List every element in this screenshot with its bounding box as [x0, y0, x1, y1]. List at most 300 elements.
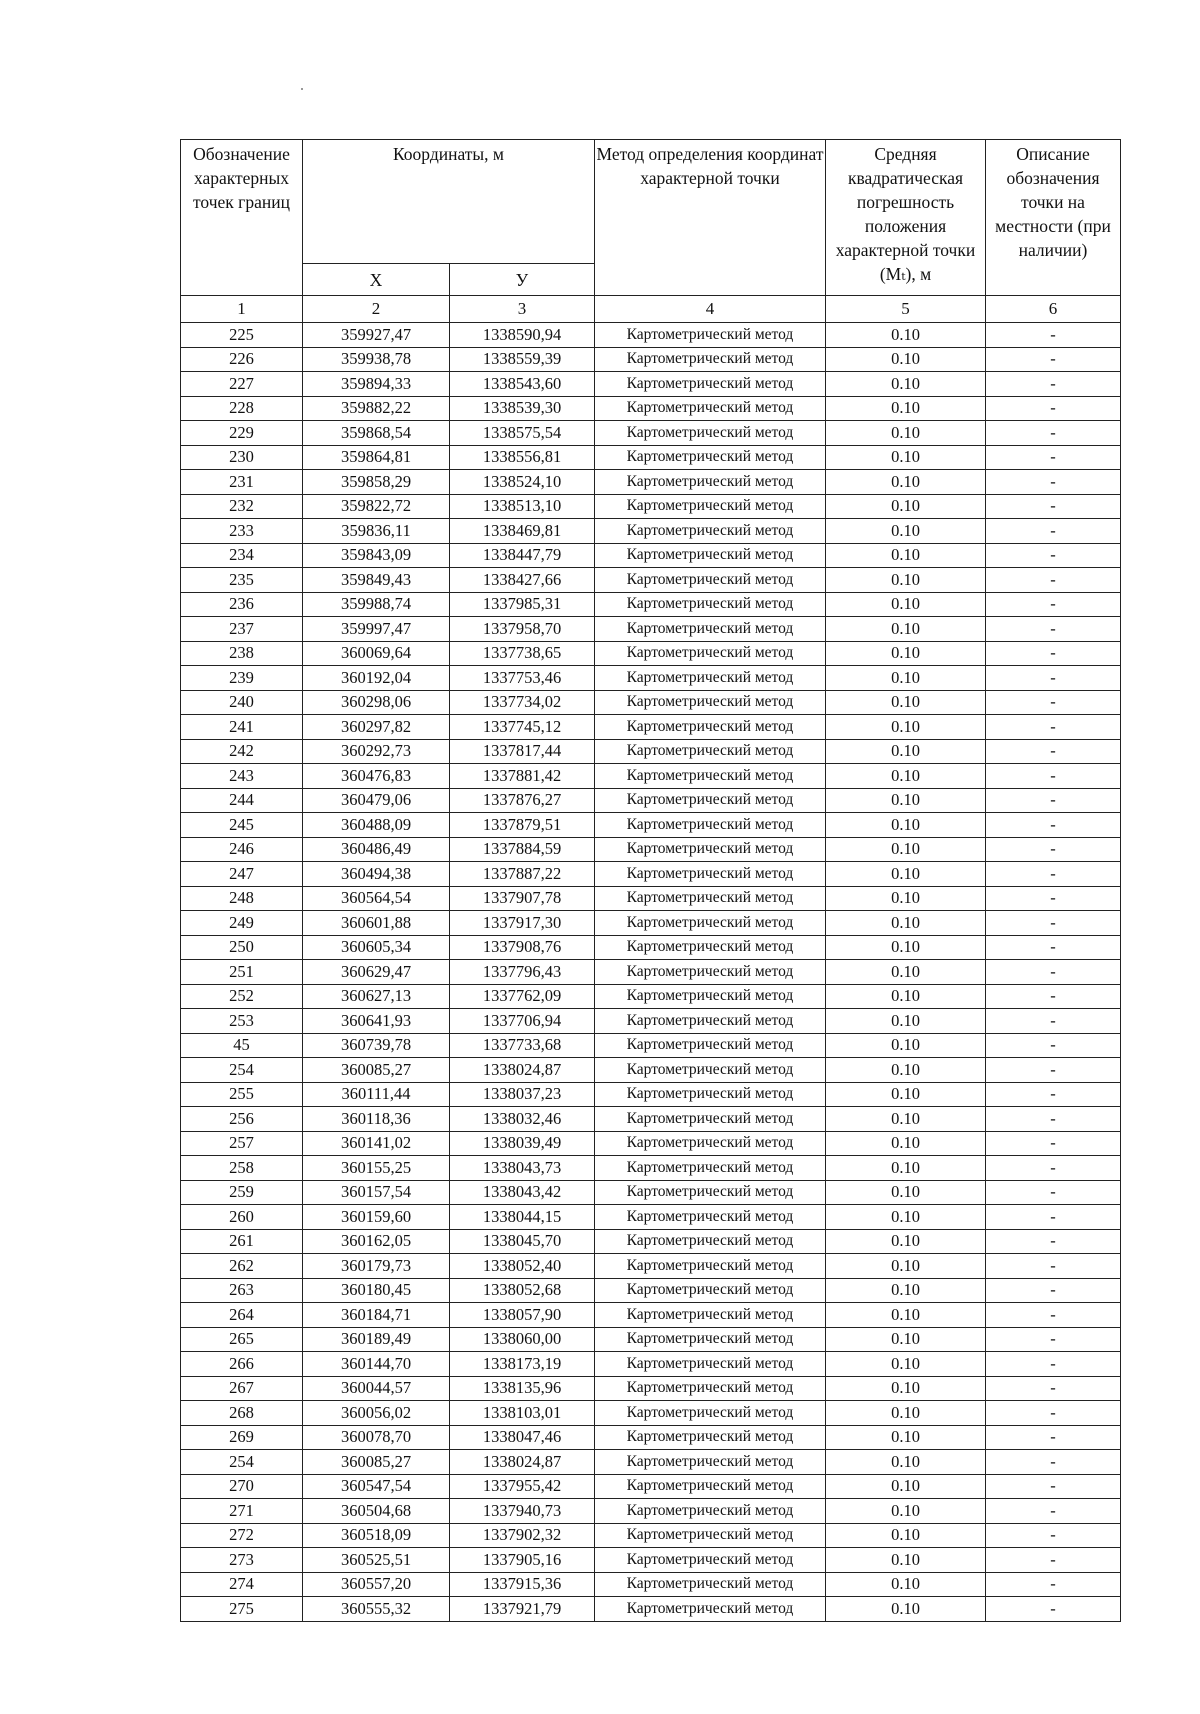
error-cell: 0.10 [826, 372, 986, 397]
table-row [181, 911, 1121, 936]
description-cell: - [986, 935, 1121, 960]
column-numbers [181, 296, 1121, 323]
description-cell: - [986, 960, 1121, 985]
x-coordinate-cell: 360078,70 [303, 1425, 450, 1450]
y-coordinate-cell: 1338037,23 [450, 1082, 595, 1107]
y-coordinate-cell: 1337881,42 [450, 764, 595, 789]
y-coordinate-cell: 1338539,30 [450, 396, 595, 421]
method-cell: Картометрический метод [595, 764, 826, 789]
error-cell: 0.10 [826, 396, 986, 421]
error-cell: 0.10 [826, 1082, 986, 1107]
y-coordinate-cell: 1337733,68 [450, 1033, 595, 1058]
header-description: Описание обозначения точки на местности (при наличии) [986, 140, 1121, 296]
coordinates-table [180, 139, 1121, 1622]
x-coordinate-cell: 359988,74 [303, 592, 450, 617]
method-cell: Картометрический метод [595, 1376, 826, 1401]
point-cell: 249 [181, 911, 303, 936]
table-row [181, 764, 1121, 789]
method-cell: Картометрический метод [595, 470, 826, 495]
point-cell: 227 [181, 372, 303, 397]
table-row [181, 323, 1121, 348]
point-cell: 266 [181, 1352, 303, 1377]
description-cell: - [986, 1548, 1121, 1573]
x-coordinate-cell: 360557,20 [303, 1572, 450, 1597]
x-coordinate-cell: 360518,09 [303, 1523, 450, 1548]
point-cell: 265 [181, 1327, 303, 1352]
method-cell: Картометрический метод [595, 935, 826, 960]
y-coordinate-cell: 1337921,79 [450, 1597, 595, 1622]
point-cell: 244 [181, 788, 303, 813]
header-y: У [450, 264, 595, 296]
y-coordinate-cell: 1337706,94 [450, 1009, 595, 1034]
description-cell: - [986, 1180, 1121, 1205]
method-cell: Картометрический метод [595, 1082, 826, 1107]
header-error: Средняя квадратическая погрешность положения характерной точки (Mₜ), м [826, 140, 986, 296]
error-cell: 0.10 [826, 1058, 986, 1083]
method-cell: Картометрический метод [595, 421, 826, 446]
y-coordinate-cell: 1338556,81 [450, 445, 595, 470]
x-coordinate-cell: 359882,22 [303, 396, 450, 421]
y-coordinate-cell: 1338045,70 [450, 1229, 595, 1254]
column-number: 1 [181, 296, 303, 323]
x-coordinate-cell: 360298,06 [303, 690, 450, 715]
description-cell: - [986, 1474, 1121, 1499]
error-cell: 0.10 [826, 862, 986, 887]
point-cell: 229 [181, 421, 303, 446]
method-cell: Картометрический метод [595, 690, 826, 715]
error-cell: 0.10 [826, 421, 986, 446]
error-cell: 0.10 [826, 617, 986, 642]
method-cell: Картометрический метод [595, 1229, 826, 1254]
method-cell: Картометрический метод [595, 396, 826, 421]
description-cell: - [986, 1107, 1121, 1132]
column-number: 6 [986, 296, 1121, 323]
point-cell: 231 [181, 470, 303, 495]
error-cell: 0.10 [826, 347, 986, 372]
error-cell: 0.10 [826, 1033, 986, 1058]
description-cell: - [986, 641, 1121, 666]
y-coordinate-cell: 1338024,87 [450, 1058, 595, 1083]
description-cell: - [986, 494, 1121, 519]
table-row [181, 421, 1121, 446]
description-cell: - [986, 592, 1121, 617]
point-cell: 255 [181, 1082, 303, 1107]
y-coordinate-cell: 1338524,10 [450, 470, 595, 495]
point-cell: 242 [181, 739, 303, 764]
point-cell: 236 [181, 592, 303, 617]
point-cell: 45 [181, 1033, 303, 1058]
error-cell: 0.10 [826, 543, 986, 568]
error-cell: 0.10 [826, 1597, 986, 1622]
description-cell: - [986, 1131, 1121, 1156]
point-cell: 243 [181, 764, 303, 789]
error-cell: 0.10 [826, 1303, 986, 1328]
error-cell: 0.10 [826, 1352, 986, 1377]
error-cell: 0.10 [826, 984, 986, 1009]
description-cell: - [986, 862, 1121, 887]
error-cell: 0.10 [826, 1499, 986, 1524]
y-coordinate-cell: 1338103,01 [450, 1401, 595, 1426]
point-cell: 239 [181, 666, 303, 691]
method-cell: Картометрический метод [595, 592, 826, 617]
error-cell: 0.10 [826, 323, 986, 348]
error-cell: 0.10 [826, 494, 986, 519]
method-cell: Картометрический метод [595, 617, 826, 642]
error-cell: 0.10 [826, 1401, 986, 1426]
error-cell: 0.10 [826, 1107, 986, 1132]
table-row [181, 1082, 1121, 1107]
point-cell: 241 [181, 715, 303, 740]
x-coordinate-cell: 360629,47 [303, 960, 450, 985]
table-row [181, 1107, 1121, 1132]
y-coordinate-cell: 1337876,27 [450, 788, 595, 813]
table-row [181, 592, 1121, 617]
x-coordinate-cell: 359997,47 [303, 617, 450, 642]
x-coordinate-cell: 360488,09 [303, 813, 450, 838]
point-cell: 254 [181, 1450, 303, 1475]
description-cell: - [986, 396, 1121, 421]
table-row [181, 935, 1121, 960]
x-coordinate-cell: 359894,33 [303, 372, 450, 397]
method-cell: Картометрический метод [595, 911, 826, 936]
y-coordinate-cell: 1337884,59 [450, 837, 595, 862]
y-coordinate-cell: 1338057,90 [450, 1303, 595, 1328]
y-coordinate-cell: 1337908,76 [450, 935, 595, 960]
description-cell: - [986, 470, 1121, 495]
y-coordinate-cell: 1337940,73 [450, 1499, 595, 1524]
description-cell: - [986, 1058, 1121, 1083]
point-cell: 258 [181, 1156, 303, 1181]
point-cell: 238 [181, 641, 303, 666]
description-cell: - [986, 617, 1121, 642]
table-row [181, 470, 1121, 495]
y-coordinate-cell: 1338052,68 [450, 1278, 595, 1303]
description-cell: - [986, 1254, 1121, 1279]
y-coordinate-cell: 1337745,12 [450, 715, 595, 740]
x-coordinate-cell: 360292,73 [303, 739, 450, 764]
column-number: 5 [826, 296, 986, 323]
x-coordinate-cell: 360739,78 [303, 1033, 450, 1058]
error-cell: 0.10 [826, 935, 986, 960]
y-coordinate-cell: 1338543,60 [450, 372, 595, 397]
header-method: Метод определения координат характерной точки [595, 140, 826, 296]
description-cell: - [986, 1278, 1121, 1303]
x-coordinate-cell: 360056,02 [303, 1401, 450, 1426]
x-coordinate-cell: 360641,93 [303, 1009, 450, 1034]
x-coordinate-cell: 360044,57 [303, 1376, 450, 1401]
method-cell: Картометрический метод [595, 1033, 826, 1058]
description-cell: - [986, 911, 1121, 936]
table-row [181, 837, 1121, 862]
description-cell: - [986, 1156, 1121, 1181]
method-cell: Картометрический метод [595, 960, 826, 985]
x-coordinate-cell: 360189,49 [303, 1327, 450, 1352]
table-row [181, 984, 1121, 1009]
x-coordinate-cell: 360157,54 [303, 1180, 450, 1205]
description-cell: - [986, 666, 1121, 691]
table-row [181, 1376, 1121, 1401]
point-cell: 254 [181, 1058, 303, 1083]
method-cell: Картометрический метод [595, 1278, 826, 1303]
table-row [181, 1009, 1121, 1034]
error-cell: 0.10 [826, 568, 986, 593]
x-coordinate-cell: 359858,29 [303, 470, 450, 495]
description-cell: - [986, 886, 1121, 911]
error-cell: 0.10 [826, 1327, 986, 1352]
table-row [181, 1205, 1121, 1230]
table-row [181, 1033, 1121, 1058]
table-row [181, 813, 1121, 838]
method-cell: Картометрический метод [595, 862, 826, 887]
column-number: 3 [450, 296, 595, 323]
error-cell: 0.10 [826, 715, 986, 740]
table-row [181, 788, 1121, 813]
method-cell: Картометрический метод [595, 788, 826, 813]
description-cell: - [986, 323, 1121, 348]
method-cell: Картометрический метод [595, 1523, 826, 1548]
point-cell: 264 [181, 1303, 303, 1328]
point-cell: 245 [181, 813, 303, 838]
x-coordinate-cell: 360547,54 [303, 1474, 450, 1499]
table-row [181, 519, 1121, 544]
y-coordinate-cell: 1338575,54 [450, 421, 595, 446]
x-coordinate-cell: 360118,36 [303, 1107, 450, 1132]
description-cell: - [986, 1425, 1121, 1450]
table-row [181, 372, 1121, 397]
error-cell: 0.10 [826, 1572, 986, 1597]
error-cell: 0.10 [826, 690, 986, 715]
header-x: Х [303, 264, 450, 296]
description-cell: - [986, 739, 1121, 764]
method-cell: Картометрический метод [595, 813, 826, 838]
x-coordinate-cell: 360180,45 [303, 1278, 450, 1303]
description-cell: - [986, 764, 1121, 789]
error-cell: 0.10 [826, 1523, 986, 1548]
table-row [181, 1401, 1121, 1426]
table-row [181, 960, 1121, 985]
y-coordinate-cell: 1337958,70 [450, 617, 595, 642]
method-cell: Картометрический метод [595, 1058, 826, 1083]
description-cell: - [986, 1376, 1121, 1401]
description-cell: - [986, 1009, 1121, 1034]
x-coordinate-cell: 359927,47 [303, 323, 450, 348]
x-coordinate-cell: 360141,02 [303, 1131, 450, 1156]
x-coordinate-cell: 360479,06 [303, 788, 450, 813]
error-cell: 0.10 [826, 788, 986, 813]
error-cell: 0.10 [826, 1156, 986, 1181]
error-cell: 0.10 [826, 837, 986, 862]
point-cell: 262 [181, 1254, 303, 1279]
method-cell: Картометрический метод [595, 1352, 826, 1377]
point-cell: 263 [181, 1278, 303, 1303]
description-cell: - [986, 813, 1121, 838]
error-cell: 0.10 [826, 1205, 986, 1230]
x-coordinate-cell: 360069,64 [303, 641, 450, 666]
table-body [181, 323, 1121, 1622]
error-cell: 0.10 [826, 1009, 986, 1034]
method-cell: Картометрический метод [595, 837, 826, 862]
column-number: 4 [595, 296, 826, 323]
y-coordinate-cell: 1338513,10 [450, 494, 595, 519]
point-cell: 259 [181, 1180, 303, 1205]
method-cell: Картометрический метод [595, 445, 826, 470]
y-coordinate-cell: 1337753,46 [450, 666, 595, 691]
x-coordinate-cell: 360564,54 [303, 886, 450, 911]
point-cell: 230 [181, 445, 303, 470]
table-row [181, 862, 1121, 887]
y-coordinate-cell: 1337738,65 [450, 641, 595, 666]
table-row [181, 739, 1121, 764]
description-cell: - [986, 1572, 1121, 1597]
table-header [181, 140, 1121, 296]
method-cell: Картометрический метод [595, 1499, 826, 1524]
description-cell: - [986, 519, 1121, 544]
x-coordinate-cell: 359868,54 [303, 421, 450, 446]
table-row [181, 1327, 1121, 1352]
table-row [181, 1523, 1121, 1548]
y-coordinate-cell: 1338032,46 [450, 1107, 595, 1132]
y-coordinate-cell: 1337915,36 [450, 1572, 595, 1597]
y-coordinate-cell: 1337762,09 [450, 984, 595, 1009]
table-row [181, 568, 1121, 593]
x-coordinate-cell: 360601,88 [303, 911, 450, 936]
error-cell: 0.10 [826, 519, 986, 544]
method-cell: Картометрический метод [595, 1572, 826, 1597]
error-cell: 0.10 [826, 1450, 986, 1475]
description-cell: - [986, 1082, 1121, 1107]
x-coordinate-cell: 360297,82 [303, 715, 450, 740]
description-cell: - [986, 788, 1121, 813]
y-coordinate-cell: 1338052,40 [450, 1254, 595, 1279]
method-cell: Картометрический метод [595, 372, 826, 397]
description-cell: - [986, 445, 1121, 470]
description-cell: - [986, 347, 1121, 372]
table-row [181, 666, 1121, 691]
method-cell: Картометрический метод [595, 1425, 826, 1450]
y-coordinate-cell: 1338590,94 [450, 323, 595, 348]
method-cell: Картометрический метод [595, 1597, 826, 1622]
error-cell: 0.10 [826, 960, 986, 985]
description-cell: - [986, 1499, 1121, 1524]
x-coordinate-cell: 360162,05 [303, 1229, 450, 1254]
point-cell: 247 [181, 862, 303, 887]
x-coordinate-cell: 360476,83 [303, 764, 450, 789]
x-coordinate-cell: 359849,43 [303, 568, 450, 593]
method-cell: Картометрический метод [595, 715, 826, 740]
x-coordinate-cell: 360486,49 [303, 837, 450, 862]
table-row [181, 396, 1121, 421]
x-coordinate-cell: 360111,44 [303, 1082, 450, 1107]
y-coordinate-cell: 1338024,87 [450, 1450, 595, 1475]
y-coordinate-cell: 1338044,15 [450, 1205, 595, 1230]
description-cell: - [986, 715, 1121, 740]
method-cell: Картометрический метод [595, 984, 826, 1009]
error-cell: 0.10 [826, 813, 986, 838]
x-coordinate-cell: 359843,09 [303, 543, 450, 568]
table-row [181, 1278, 1121, 1303]
y-coordinate-cell: 1337887,22 [450, 862, 595, 887]
table-row [181, 1425, 1121, 1450]
header-coordinates: Координаты, м [303, 140, 595, 264]
y-coordinate-cell: 1338039,49 [450, 1131, 595, 1156]
y-coordinate-cell: 1338135,96 [450, 1376, 595, 1401]
method-cell: Картометрический метод [595, 666, 826, 691]
method-cell: Картометрический метод [595, 1303, 826, 1328]
point-cell: 237 [181, 617, 303, 642]
y-coordinate-cell: 1338043,42 [450, 1180, 595, 1205]
column-number: 2 [303, 296, 450, 323]
point-cell: 252 [181, 984, 303, 1009]
point-cell: 260 [181, 1205, 303, 1230]
y-coordinate-cell: 1338047,46 [450, 1425, 595, 1450]
error-cell: 0.10 [826, 445, 986, 470]
error-cell: 0.10 [826, 470, 986, 495]
method-cell: Картометрический метод [595, 1107, 826, 1132]
point-cell: 232 [181, 494, 303, 519]
table-row [181, 1597, 1121, 1622]
method-cell: Картометрический метод [595, 1131, 826, 1156]
x-coordinate-cell: 360179,73 [303, 1254, 450, 1279]
error-cell: 0.10 [826, 1474, 986, 1499]
description-cell: - [986, 1205, 1121, 1230]
point-cell: 246 [181, 837, 303, 862]
point-cell: 275 [181, 1597, 303, 1622]
point-cell: 225 [181, 323, 303, 348]
table-row [181, 1156, 1121, 1181]
method-cell: Картометрический метод [595, 1156, 826, 1181]
method-cell: Картометрический метод [595, 1450, 826, 1475]
point-cell: 270 [181, 1474, 303, 1499]
table-row [181, 1572, 1121, 1597]
error-cell: 0.10 [826, 592, 986, 617]
method-cell: Картометрический метод [595, 1548, 826, 1573]
table-row [181, 1474, 1121, 1499]
method-cell: Картометрический метод [595, 641, 826, 666]
table-row [181, 1254, 1121, 1279]
y-coordinate-cell: 1338173,19 [450, 1352, 595, 1377]
description-cell: - [986, 837, 1121, 862]
y-coordinate-cell: 1337902,32 [450, 1523, 595, 1548]
x-coordinate-cell: 360494,38 [303, 862, 450, 887]
table-row [181, 1548, 1121, 1573]
x-coordinate-cell: 360085,27 [303, 1450, 450, 1475]
y-coordinate-cell: 1337917,30 [450, 911, 595, 936]
point-cell: 269 [181, 1425, 303, 1450]
x-coordinate-cell: 360555,32 [303, 1597, 450, 1622]
description-cell: - [986, 984, 1121, 1009]
x-coordinate-cell: 360155,25 [303, 1156, 450, 1181]
y-coordinate-cell: 1337985,31 [450, 592, 595, 617]
x-coordinate-cell: 360159,60 [303, 1205, 450, 1230]
x-coordinate-cell: 360504,68 [303, 1499, 450, 1524]
table-row [181, 1303, 1121, 1328]
point-cell: 253 [181, 1009, 303, 1034]
y-coordinate-cell: 1337955,42 [450, 1474, 595, 1499]
description-cell: - [986, 690, 1121, 715]
x-coordinate-cell: 360627,13 [303, 984, 450, 1009]
table-row [181, 617, 1121, 642]
error-cell: 0.10 [826, 641, 986, 666]
scan-speck [301, 88, 303, 90]
point-cell: 235 [181, 568, 303, 593]
method-cell: Картометрический метод [595, 739, 826, 764]
x-coordinate-cell: 360144,70 [303, 1352, 450, 1377]
y-coordinate-cell: 1337734,02 [450, 690, 595, 715]
error-cell: 0.10 [826, 886, 986, 911]
description-cell: - [986, 568, 1121, 593]
description-cell: - [986, 1229, 1121, 1254]
table-row [181, 1131, 1121, 1156]
